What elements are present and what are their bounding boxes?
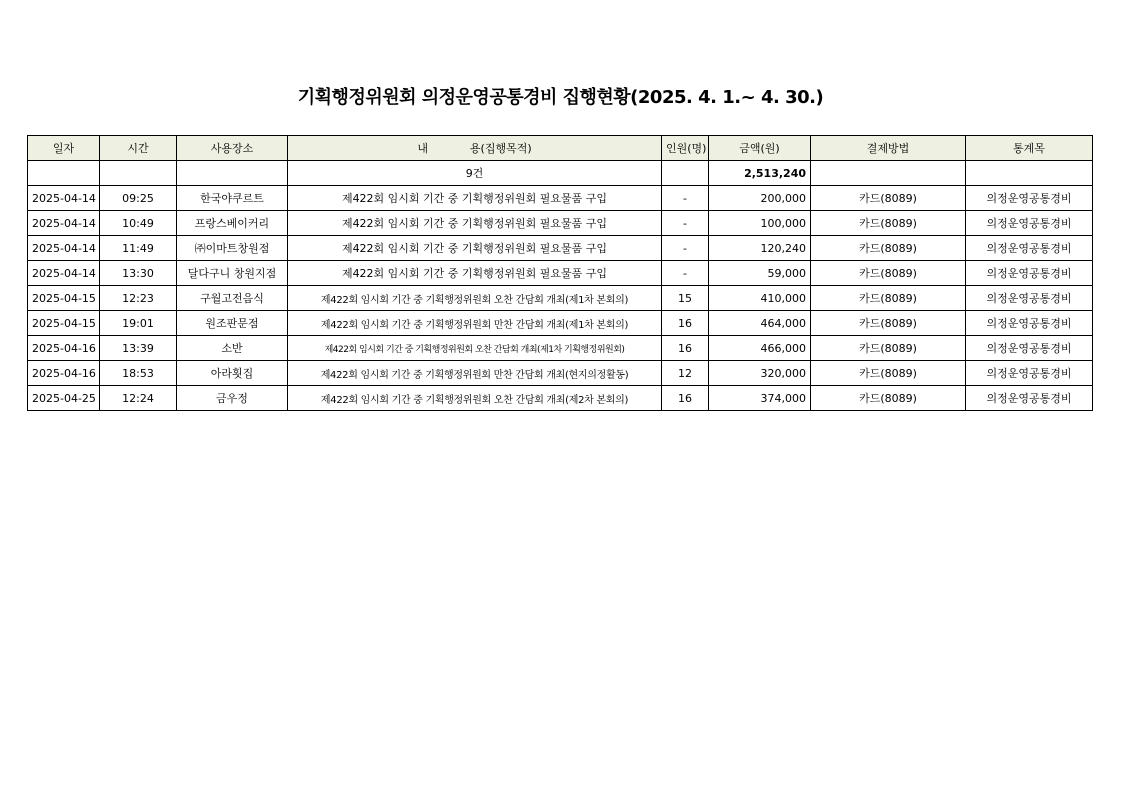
cell-content: 제422회 임시회 기간 중 기획행정위원회 만찬 간담회 개최(제1차 본회의): [288, 311, 662, 336]
cell-category: 의정운영공통경비: [966, 286, 1093, 311]
cell-category: 의정운영공통경비: [966, 336, 1093, 361]
cell-time: 19:01: [100, 311, 177, 336]
cell-category: 의정운영공통경비: [966, 386, 1093, 411]
cell-amount: 374,000: [709, 386, 811, 411]
cell-time: 13:30: [100, 261, 177, 286]
cell-payment: 카드(8089): [811, 286, 966, 311]
cell-time: 12:24: [100, 386, 177, 411]
summary-row: [28, 161, 1093, 186]
cell-payment: 카드(8089): [811, 336, 966, 361]
summary-empty: [28, 161, 100, 186]
cell-time: 11:49: [100, 236, 177, 261]
cell-category: 의정운영공통경비: [966, 311, 1093, 336]
cell-category: 의정운영공통경비: [966, 211, 1093, 236]
summary-empty: [811, 161, 966, 186]
table-row: [28, 211, 1093, 236]
cell-content: 제422회 임시회 기간 중 기획행정위원회 오찬 간담회 개최(제1차 본회의): [288, 286, 662, 311]
summary-total: 2,513,240: [709, 161, 811, 186]
header-place: 사용장소: [177, 136, 288, 161]
cell-people: -: [662, 236, 709, 261]
summary-count: 9건: [288, 161, 662, 186]
header-time: 시간: [100, 136, 177, 161]
cell-date: 2025-04-14: [28, 211, 100, 236]
expense-table: [27, 135, 1093, 411]
cell-place: 달다구니 창원지점: [177, 261, 288, 286]
cell-date: 2025-04-14: [28, 186, 100, 211]
header-payment: 결제방법: [811, 136, 966, 161]
header-amount: 금액(원): [709, 136, 811, 161]
cell-payment: 카드(8089): [811, 386, 966, 411]
summary-empty: [662, 161, 709, 186]
cell-amount: 320,000: [709, 361, 811, 386]
cell-people: -: [662, 211, 709, 236]
cell-content: 제422회 임시회 기간 중 기획행정위원회 필요물품 구입: [288, 186, 662, 211]
cell-place: 아라횟집: [177, 361, 288, 386]
cell-amount: 200,000: [709, 186, 811, 211]
cell-payment: 카드(8089): [811, 236, 966, 261]
cell-place: 한국야쿠르트: [177, 186, 288, 211]
cell-time: 10:49: [100, 211, 177, 236]
cell-content: 제422회 임시회 기간 중 기획행정위원회 오찬 간담회 개최(제1차 기획행정위원회): [288, 336, 662, 361]
cell-date: 2025-04-14: [28, 236, 100, 261]
cell-amount: 410,000: [709, 286, 811, 311]
cell-payment: 카드(8089): [811, 186, 966, 211]
cell-amount: 59,000: [709, 261, 811, 286]
cell-place: ㈜이마트창원점: [177, 236, 288, 261]
cell-people: 16: [662, 311, 709, 336]
page-title: 기획행정위원회 의정운영공통경비 집행현황(2025. 4. 1.~ 4. 30.): [297, 87, 824, 108]
cell-people: 15: [662, 286, 709, 311]
summary-empty: [177, 161, 288, 186]
cell-time: 13:39: [100, 336, 177, 361]
table-row: [28, 311, 1093, 336]
cell-content: 제422회 임시회 기간 중 기획행정위원회 필요물품 구입: [288, 236, 662, 261]
table-row: [28, 361, 1093, 386]
summary-empty: [100, 161, 177, 186]
cell-payment: 카드(8089): [811, 261, 966, 286]
cell-place: 원조판문점: [177, 311, 288, 336]
header-people: 인원(명): [662, 136, 709, 161]
cell-place: 구월고전음식: [177, 286, 288, 311]
cell-content: 제422회 임시회 기간 중 기획행정위원회 오찬 간담회 개최(제2차 본회의): [288, 386, 662, 411]
cell-payment: 카드(8089): [811, 361, 966, 386]
cell-amount: 466,000: [709, 336, 811, 361]
cell-category: 의정운영공통경비: [966, 361, 1093, 386]
table-row: [28, 236, 1093, 261]
cell-date: 2025-04-14: [28, 261, 100, 286]
cell-time: 12:23: [100, 286, 177, 311]
cell-category: 의정운영공통경비: [966, 261, 1093, 286]
cell-content: 제422회 임시회 기간 중 기획행정위원회 필요물품 구입: [288, 211, 662, 236]
table-row: [28, 386, 1093, 411]
cell-time: 09:25: [100, 186, 177, 211]
cell-place: 프랑스베이커리: [177, 211, 288, 236]
header-row: [28, 136, 1093, 161]
table-row: [28, 336, 1093, 361]
cell-people: -: [662, 261, 709, 286]
cell-people: 16: [662, 336, 709, 361]
cell-amount: 120,240: [709, 236, 811, 261]
table-row: [28, 261, 1093, 286]
cell-payment: 카드(8089): [811, 311, 966, 336]
header-content: 내 용(집행목적): [288, 136, 662, 161]
cell-people: 16: [662, 386, 709, 411]
cell-time: 18:53: [100, 361, 177, 386]
cell-date: 2025-04-16: [28, 361, 100, 386]
cell-amount: 464,000: [709, 311, 811, 336]
cell-place: 소반: [177, 336, 288, 361]
cell-people: 12: [662, 361, 709, 386]
cell-date: 2025-04-16: [28, 336, 100, 361]
cell-category: 의정운영공통경비: [966, 186, 1093, 211]
summary-empty: [966, 161, 1093, 186]
header-date: 일자: [28, 136, 100, 161]
cell-date: 2025-04-15: [28, 286, 100, 311]
cell-category: 의정운영공통경비: [966, 236, 1093, 261]
cell-content: 제422회 임시회 기간 중 기획행정위원회 필요물품 구입: [288, 261, 662, 286]
cell-people: -: [662, 186, 709, 211]
cell-place: 금우정: [177, 386, 288, 411]
cell-content: 제422회 임시회 기간 중 기획행정위원회 만찬 간담회 개최(현지의정활동): [288, 361, 662, 386]
cell-amount: 100,000: [709, 211, 811, 236]
table-row: [28, 286, 1093, 311]
table-row: [28, 186, 1093, 211]
cell-date: 2025-04-15: [28, 311, 100, 336]
cell-date: 2025-04-25: [28, 386, 100, 411]
cell-payment: 카드(8089): [811, 211, 966, 236]
header-category: 통계목: [966, 136, 1093, 161]
